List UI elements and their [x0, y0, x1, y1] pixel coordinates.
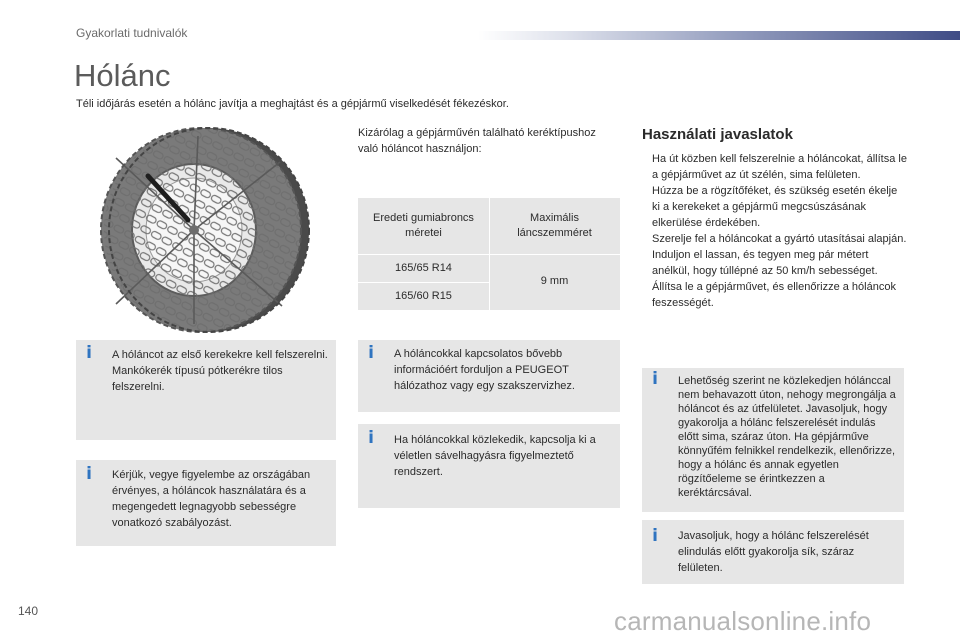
table-header-max-link: Maximális láncszemméret — [517, 212, 592, 239]
table-max-size: 9 mm — [540, 275, 569, 287]
info-text: A hóláncot az első kerekekre kell felszerelni. Mankókerék típusú pótkerékre tilos felszerelni. — [112, 349, 328, 393]
info-box-flat-surface — [642, 520, 904, 584]
info-text: Javasoljuk, hogy a hólánc felszerelését elindulás előtt gyakorolja sík, száraz felületen. — [678, 530, 869, 574]
usage-heading: Használati javaslatok — [642, 126, 793, 143]
info-icon: i — [86, 464, 92, 484]
table-header-tire-size: Eredeti gumiabroncs méretei — [373, 212, 474, 239]
info-box-front-wheels — [76, 340, 336, 440]
page-number: 140 — [18, 604, 39, 618]
snow-chain-wheel-illustration — [76, 118, 338, 340]
info-icon: i — [652, 369, 658, 389]
wheel-drawing — [76, 118, 338, 340]
info-text: A hóláncokkal kapcsolatos bővebb információért forduljon a PEUGEOT hálózathoz vagy egy szakszervizhez. — [394, 348, 575, 392]
compatibility-text: Kizárólag a gépjárművén található keréktípushoz való hóláncot használjon: — [358, 127, 596, 155]
info-icon: i — [368, 428, 374, 448]
header-bar — [478, 31, 960, 40]
info-icon: i — [652, 526, 658, 546]
watermark: carmanualsonline.info — [614, 606, 872, 636]
page-subtitle: Téli időjárás esetén a hólánc javítja a meghajtást és a gépjármű viselkedését fékezéskor. — [76, 98, 509, 110]
list-item: Ha út közben kell felszerelnie a hóláncokat, állítsa le a gépjárművet az út szélén, sima felületen. — [652, 153, 907, 181]
info-text: Ha hóláncokkal közlekedik, kapcsolja ki a véletlen sávelhagyásra figyelmeztető rendszert. — [394, 434, 596, 478]
section-header: Gyakorlati tudnivalók — [76, 26, 188, 40]
usage-tips-list — [642, 151, 908, 311]
info-text: Lehetőség szerint ne közlekedjen hólánccal nem behavazott úton, nehogy megrongálja a hóláncot és az útfelületet. Javasoljuk, hogy gyakorolja a hólánc felszerelését indulás előtt sima, száraz úton. Ha gépjárműve könnyűfém felnikkel rendelkezik, ellenőrizze, hogy a hólánc és annak egyetlen rögzítőeleme se érintkezzen a keréktárcsával. — [678, 375, 896, 499]
info-box-lane-warning — [358, 424, 620, 508]
list-item: Induljon el lassan, és tegyen meg pár métert anélkül, hogy túllépné az 50 km/h sebességet. — [652, 249, 878, 277]
info-text: Kérjük, vegye figyelembe az országában érvényes, a hóláncok használatára és a megengedett legnagyobb sebességre vonatkozó szabályozást. — [112, 469, 311, 529]
page-title: Hólánc — [74, 58, 171, 93]
info-box-practice — [642, 368, 904, 512]
list-item: Állítsa le a gépjárművet, és ellenőrizze a hóláncok feszességét. — [652, 281, 896, 309]
list-item: Húzza be a rögzítőféket, és szükség esetén ékelje ki a kerekeket a gépjármű megcsúszásának elkerülése érdekében. — [652, 185, 898, 229]
info-box-peugeot-network — [358, 340, 620, 412]
table-row-size: 165/65 R14 — [395, 262, 452, 274]
list-item: Szerelje fel a hóláncokat a gyártó utasításai alapján. — [652, 233, 907, 245]
info-box-regulations — [76, 460, 336, 546]
info-icon: i — [86, 343, 92, 363]
chain-size-table — [358, 198, 620, 310]
table-row-size: 165/60 R15 — [395, 290, 452, 302]
info-icon: i — [368, 343, 374, 363]
